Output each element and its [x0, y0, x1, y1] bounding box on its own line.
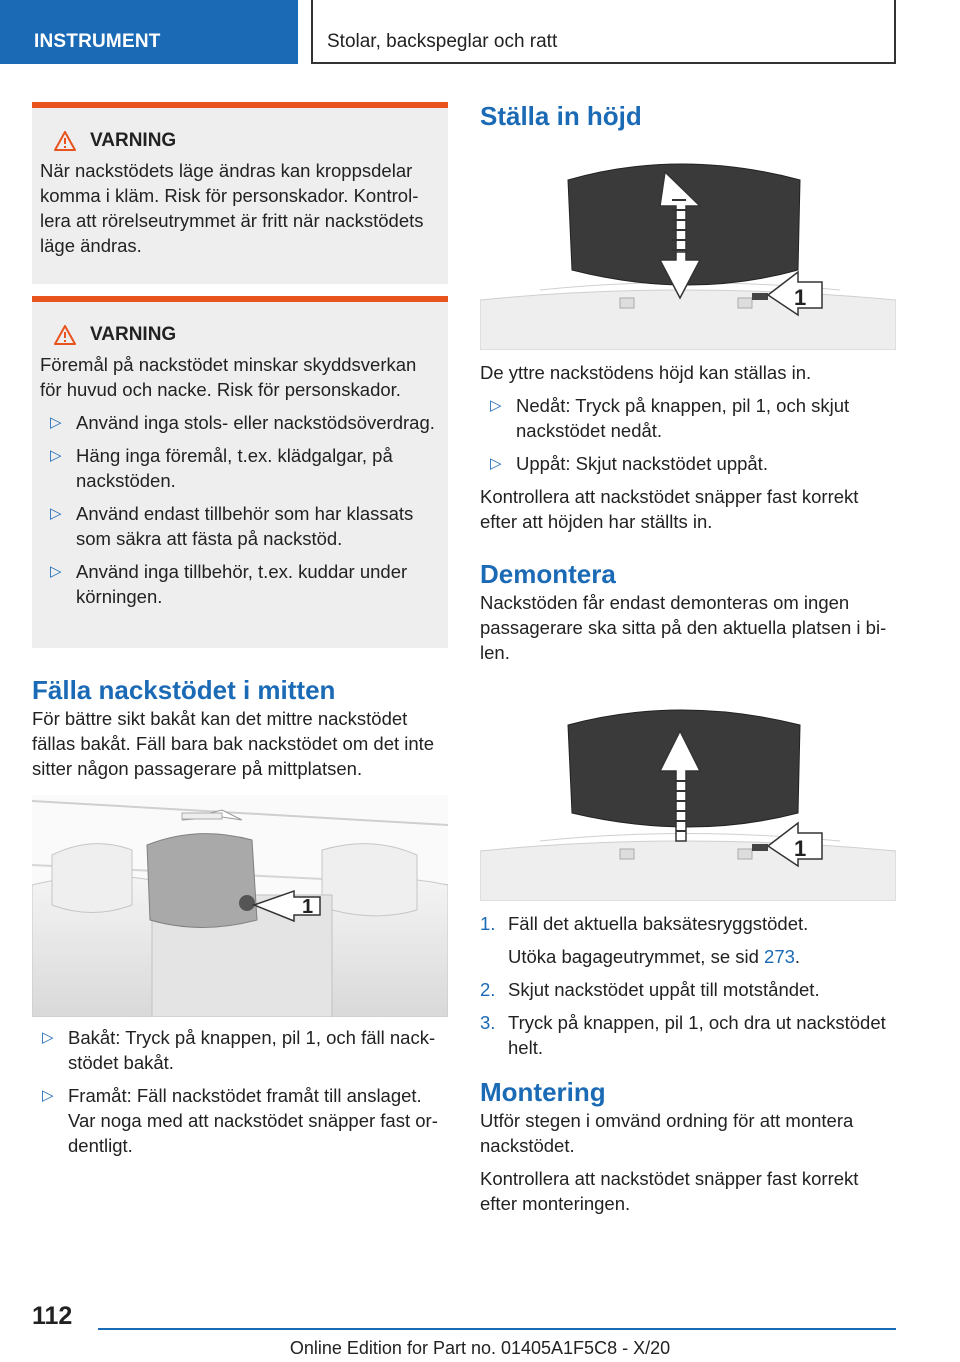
page-number: 112: [32, 1302, 73, 1330]
left-column: [32, 102, 448, 1158]
section-heading-height: Ställa in höjd: [480, 101, 642, 131]
warning-title: VARNING: [90, 130, 177, 151]
list-item: ▷ Bakåt: Tryck på knappen, pil 1, och fäll nackstödet bakåt.: [42, 1027, 436, 1073]
warning-box-2: [32, 296, 448, 648]
list-item: ▷ Använd inga tillbehör, t.ex. kuddar under körningen.: [50, 561, 408, 607]
figure-headrest-remove: [480, 701, 896, 901]
list-item: 1. Fäll det aktuella baksätesryggstödet. Utöka bagageutrymmet, se sid 273.: [480, 911, 896, 969]
edition-note: Online Edition for Part no. 01405A1F5C8 - X/20: [289, 1338, 671, 1358]
remove-steps-list: [480, 911, 896, 1060]
list-item: ▷ Framåt: Fäll nackstödet framåt till anslaget. Var noga med att nackstödet snäpper fast ordentligt.: [42, 1085, 438, 1156]
chapter-tab: [311, 0, 896, 64]
figure-headrest-height: [480, 150, 896, 350]
figure-label: 1: [794, 836, 807, 861]
bullet-triangle-icon: ▷: [490, 397, 502, 414]
warning-triangle-icon: [54, 325, 76, 345]
bullet-triangle-icon: ▷: [42, 1029, 54, 1046]
paragraph: Nackstöden får endast demonteras om ingen passagerare ska sitta på den aktuella platsen i bilen.: [480, 592, 887, 663]
list-item: 2. Skjut nackstödet uppåt till motståndet.: [480, 979, 820, 1000]
height-steps-list: [480, 393, 896, 476]
figure-center-headrest: [32, 795, 448, 1017]
footer-divider: [98, 1328, 896, 1330]
figure-label: 1: [794, 285, 807, 310]
figure-illustration: [480, 150, 896, 350]
figure-illustration: [480, 701, 896, 901]
figure-illustration: [32, 795, 448, 1017]
paragraph: Kontrollera att nackstödet snäpper fast korrekt efter monteringen.: [480, 1168, 859, 1214]
section-heading-remove: Demontera: [480, 559, 616, 589]
bullet-triangle-icon: ▷: [42, 1087, 54, 1104]
list-item: ▷ Nedåt: Tryck på knappen, pil 1, och skjut nackstödet nedåt.: [490, 395, 850, 441]
warning-list: [40, 410, 440, 609]
figure-label: 1: [302, 896, 314, 918]
list-item: ▷ Uppåt: Skjut nackstödet uppåt.: [490, 453, 768, 474]
right-column: [480, 100, 896, 1216]
section-heading-mount: Montering: [480, 1077, 606, 1107]
paragraph: Utför stegen i omvänd ordning för att montera nackstödet.: [480, 1110, 854, 1156]
section-heading-fold: Fälla nackstödet i mitten: [32, 675, 336, 705]
paragraph: För bättre sikt bakåt kan det mittre nackstödet fällas bakåt. Fäll bara bak nackstödet om det inte sitter någon passagerare på mittplatsen.: [32, 708, 435, 779]
warning-title: VARNING: [90, 324, 177, 345]
list-item: ▷ Använd endast tillbehör som har klassats som säkra att fästa på nackstöd.: [50, 503, 414, 549]
fold-steps-list: [32, 1025, 448, 1158]
sub-note: Utöka bagageutrymmet, se sid 273.: [508, 946, 801, 967]
warning-box-1: [32, 102, 448, 284]
warning-heading: [40, 324, 440, 346]
warning-text: När nackstödets läge ändras kan kroppsdelar komma i kläm. Risk för personskador. Kontrollera att rörelseutrymmet är fritt när nackstödets läge ändras.: [40, 160, 424, 256]
paragraph: De yttre nackstödens höjd kan ställas in.: [480, 362, 812, 383]
warning-text: Föremål på nackstödet minskar skyddsverkan för huvud och nacke. Risk för personskador.: [40, 354, 417, 400]
section-title: INSTRUMENT: [34, 31, 161, 52]
chapter-title: Stolar, backspeglar och ratt: [327, 31, 558, 52]
page-link[interactable]: 273: [764, 946, 795, 967]
section-tab: [0, 0, 298, 64]
bullet-triangle-icon: ▷: [490, 455, 502, 472]
paragraph: Kontrollera att nackstödet snäpper fast korrekt efter att höjden har ställts in.: [480, 486, 859, 532]
bullet-triangle-icon: ▷: [50, 563, 62, 580]
bullet-triangle-icon: ▷: [50, 505, 62, 522]
bullet-triangle-icon: ▷: [50, 447, 62, 464]
list-item: ▷ Häng inga föremål, t.ex. klädgalgar, på nackstöden.: [50, 445, 393, 491]
warning-heading: [40, 130, 440, 152]
list-item: 3. Tryck på knappen, pil 1, och dra ut nackstödet helt.: [480, 1012, 886, 1058]
list-item: ▷ Använd inga stols- eller nackstödsöverdrag.: [50, 412, 435, 433]
warning-triangle-icon: [54, 131, 76, 151]
bullet-triangle-icon: ▷: [50, 414, 62, 431]
